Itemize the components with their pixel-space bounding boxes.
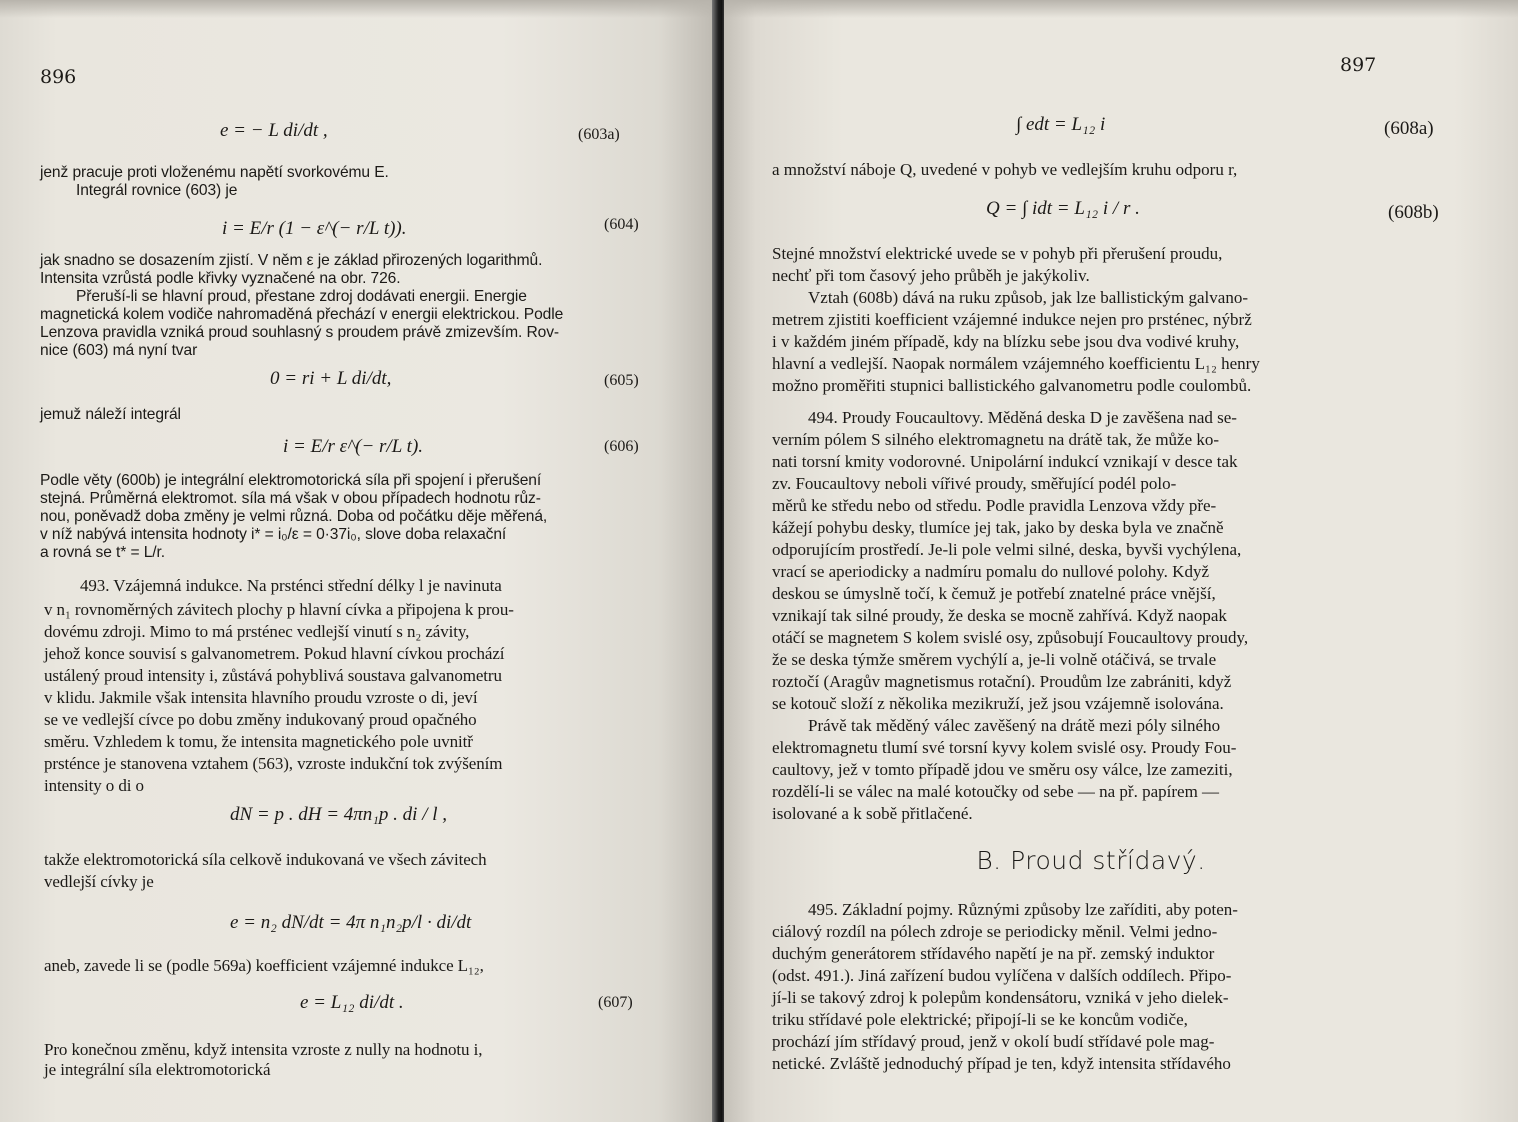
text-line: rozdělí-li se válec na malé kotoučky od sebe — na př. papírem —	[772, 782, 1220, 801]
text-line: v níž nabývá intensita hodnoty i* = i₀/ε = 0·37i₀, slove doba relaxační	[40, 526, 507, 543]
text-line: Intensita vzrůstá podle křivky vyznačené na obr. 726.	[40, 270, 401, 287]
text-line: zv. Foucaultovy neboli vířivé proudy, směřující podél polo-	[772, 474, 1177, 493]
text-line: v klidu. Jakmile však intensita hlavního proudu vzroste o di, jeví	[44, 688, 478, 707]
text-line: ustálený proud intensity i, zůstává pohyblivá soustava galvanometru	[44, 666, 502, 685]
equation-number: (608b)	[1388, 202, 1439, 223]
text-line: vedlejší cívky je	[44, 872, 154, 891]
equation-number: (604)	[604, 216, 639, 233]
equation-number: (606)	[604, 438, 639, 455]
equation-induced: e = n₂ dN/dt = 4π n₁n₂p/l · di/dt	[230, 912, 472, 933]
section-495-heading: 495. Základní pojmy. Různými způsoby lze zaříditi, aby poten-	[808, 900, 1238, 919]
text-line: Pro konečnou změnu, když intensita vzroste z nully na hodnotu i,	[44, 1040, 483, 1059]
text-line: intensity o di o	[44, 776, 144, 795]
text-line: duchým generátorem střídavého napětí je na př. zemský induktor	[772, 944, 1215, 963]
equation-605: 0 = ri + L di/dt,	[270, 368, 392, 389]
text-line: stejná. Průměrná elektromot. síla má však v obou případech hodnotu růz-	[40, 490, 541, 507]
equation-604: i = E/r (1 − ε^(− r/L t)).	[222, 218, 407, 239]
text-line: prsténce je stanovena vztahem (563), vzroste indukční tok zvýšením	[44, 754, 503, 773]
equation-608b: Q = ∫ idt = L₁₂ i / r .	[986, 198, 1140, 219]
text-line: jemuž náleží integrál	[40, 406, 181, 423]
equation-number: (607)	[598, 994, 633, 1011]
text-line: netické. Zvláště jednoduchý případ je ten, když intensita střídavého	[772, 1054, 1231, 1073]
text-line: roztočí (Aragův magnetismus rotační). Proudům lze zabrániti, když	[772, 672, 1232, 691]
page-edge	[0, 0, 716, 18]
page-number: 896	[40, 66, 77, 88]
text-line: nati torsní kmity vodorovné. Unipolární indukcí vznikají v desce tak	[772, 452, 1238, 471]
text-line: vrací se aperiodicky a nadmíru pomalu do nullové polohy. Když	[772, 562, 1210, 581]
equation-dN: dN = p . dH = 4πn₁p . di / l ,	[230, 804, 447, 825]
text-line: nice (603) má nyní tvar	[40, 342, 198, 359]
equation-608a: ∫ edt = L₁₂ i	[1016, 114, 1106, 135]
text-line: jenž pracuje proti vloženému napětí svorkovému E.	[40, 164, 389, 181]
text-line: jí-li se takový zdroj k polepům kondensátoru, vzniká v jeho dielek-	[772, 988, 1229, 1007]
text-line: Právě tak měděný válec zavěšený na drátě mezi póly silného	[808, 716, 1221, 735]
text-line: hlavní a vedlejší. Naopak normálem vzájemného koefficientu L₁₂ henry	[772, 354, 1260, 373]
text-line: je integrální síla elektromotorická	[44, 1060, 271, 1079]
text-line: jak snadno se dosazením zjistí. V něm ε je základ přirozených logarithmů.	[40, 252, 543, 269]
text-line: v n₁ rovnoměrných závitech plochy p hlavní cívka a připojena k prou-	[44, 600, 514, 619]
chapter-heading: B. Proud střídavý.	[976, 846, 1206, 875]
text-line: Lenzova pravidla vzniká proud souhlasný s proudem právě zmizevším. Rov-	[40, 324, 559, 341]
left-page	[0, 0, 716, 1122]
text-line: Přeruší-li se hlavní proud, přestane zdroj dodávati energii. Energie	[76, 288, 527, 305]
text-line: nou, poněvadž doba změny je velmi různá. Doba od počátku děje měřená,	[40, 508, 548, 525]
text-line: dovému zdroji. Mimo to má prsténec vedlejší vinutí s n₂ závity,	[44, 622, 470, 641]
text-line: otáčí se magnetem S kolem svislé osy, způsobují Foucaultovy proudy,	[772, 628, 1249, 647]
equation-607: e = L₁₂ di/dt .	[300, 992, 404, 1013]
equation-number: (605)	[604, 372, 639, 389]
equation-number: (603a)	[578, 126, 620, 143]
text-line: takže elektromotorická síla celkově indukovaná ve všech závitech	[44, 850, 487, 869]
text-line: deskou se úmyslně točí, k čemuž je potřebí znatelné práce vnější,	[772, 584, 1216, 603]
text-line: Stejné množství elektrické uvede se v pohyb při přerušení proudu,	[772, 244, 1223, 263]
right-page	[724, 0, 1518, 1122]
text-line: metrem zjistiti koefficient vzájemné indukce nejen pro prsténec, nýbrž	[772, 310, 1252, 329]
equation-number: (608a)	[1384, 118, 1434, 139]
section-494-heading: 494. Proudy Foucaultovy. Měděná deska D je zavěšena nad se-	[808, 408, 1237, 427]
page-edge	[724, 0, 1518, 18]
text-line: i v každém jiném případě, kdy na blízku sebe jsou dva vodivé kruhy,	[772, 332, 1240, 351]
text-line: prochází jím střídavý proud, jenž v okolí budí střídavé pole mag-	[772, 1032, 1215, 1051]
text-line: směru. Vzhledem k tomu, že intensita magnetického pole uvnitř	[44, 732, 473, 751]
text-line: (odst. 491.). Jiná zařízení budou vylíčena v dalších oddílech. Připo-	[772, 966, 1232, 985]
page-number: 897	[1340, 54, 1377, 76]
equation-603a: e = − L di/dt ,	[220, 120, 328, 141]
text-line: aneb, zavede li se (podle 569a) koefficient vzájemné indukce L₁₂,	[44, 956, 484, 975]
text-line: kážejí pohybu desky, tlumíce jej tak, jako by deska byla ve značně	[772, 518, 1224, 537]
text-line: vznikají tak silné proudy, že deska se mocně zahřívá. Když naopak	[772, 606, 1227, 625]
text-line: magnetická kolem vodiče nahromaděná přechází v energii elektrickou. Podle	[40, 306, 564, 323]
text-line: triku střídavé pole elektrické; připojí-li se ke koncům vodiče,	[772, 1010, 1188, 1029]
text-line: elektromagnetu tlumí své torsní kyvy kolem svislé osy. Proudy Fou-	[772, 738, 1237, 757]
text-line: 493. Vzájemná indukce. Na prsténci střední délky l je navinuta	[80, 576, 502, 595]
text-line: se ve vedlejší cívce po dobu změny indukovaný proud opačného	[44, 710, 477, 729]
text-line: že se deska týmže směrem vychýlí a, je-li volně otáčivá, se trvale	[772, 650, 1217, 669]
text-line: se kotouč složí z několika mezikruží, jež jsou vzájemně isolována.	[772, 694, 1224, 713]
text-line: možno proměřiti stupnici ballistického galvanometru podle coulombů.	[772, 376, 1252, 395]
text-line: caultovy, jež v tomto případě jdou ve směru osy válce, lze zameziti,	[772, 760, 1233, 779]
text-line: Vztah (608b) dává na ruku způsob, jak lze ballistickým galvano-	[808, 288, 1248, 307]
text-line: Integrál rovnice (603) je	[76, 182, 238, 199]
text-line: nechť při tom časový jeho průběh je jakýkoliv.	[772, 266, 1090, 285]
text-line: ciálový rozdíl na pólech zdroje se periodicky měnil. Velmi jedno-	[772, 922, 1218, 941]
text-line: isolované a k sobě přitlačené.	[772, 804, 973, 823]
text-line: Podle věty (600b) je integrální elektromotorická síla při spojení i přerušení	[40, 472, 542, 489]
text-line: měrů ke středu nebo od středu. Podle pravidla Lenzova vždy pře-	[772, 496, 1217, 515]
equation-606: i = E/r ε^(− r/L t).	[283, 436, 424, 457]
text-line: odporujícím prostředí. Je-li pole velmi silné, deska, byvši vychýlena,	[772, 540, 1242, 559]
text-line: verním pólem S silného elektromagnetu na drátě tak, že může ko-	[772, 430, 1220, 449]
text-line: a množství náboje Q, uvedené v pohyb ve vedlejším kruhu odporu r,	[772, 160, 1238, 179]
text-line: jehož konce souvisí s galvanometrem. Pokud hlavní cívkou prochází	[44, 644, 505, 663]
text-line: a rovná se t* = L/r.	[40, 544, 165, 561]
